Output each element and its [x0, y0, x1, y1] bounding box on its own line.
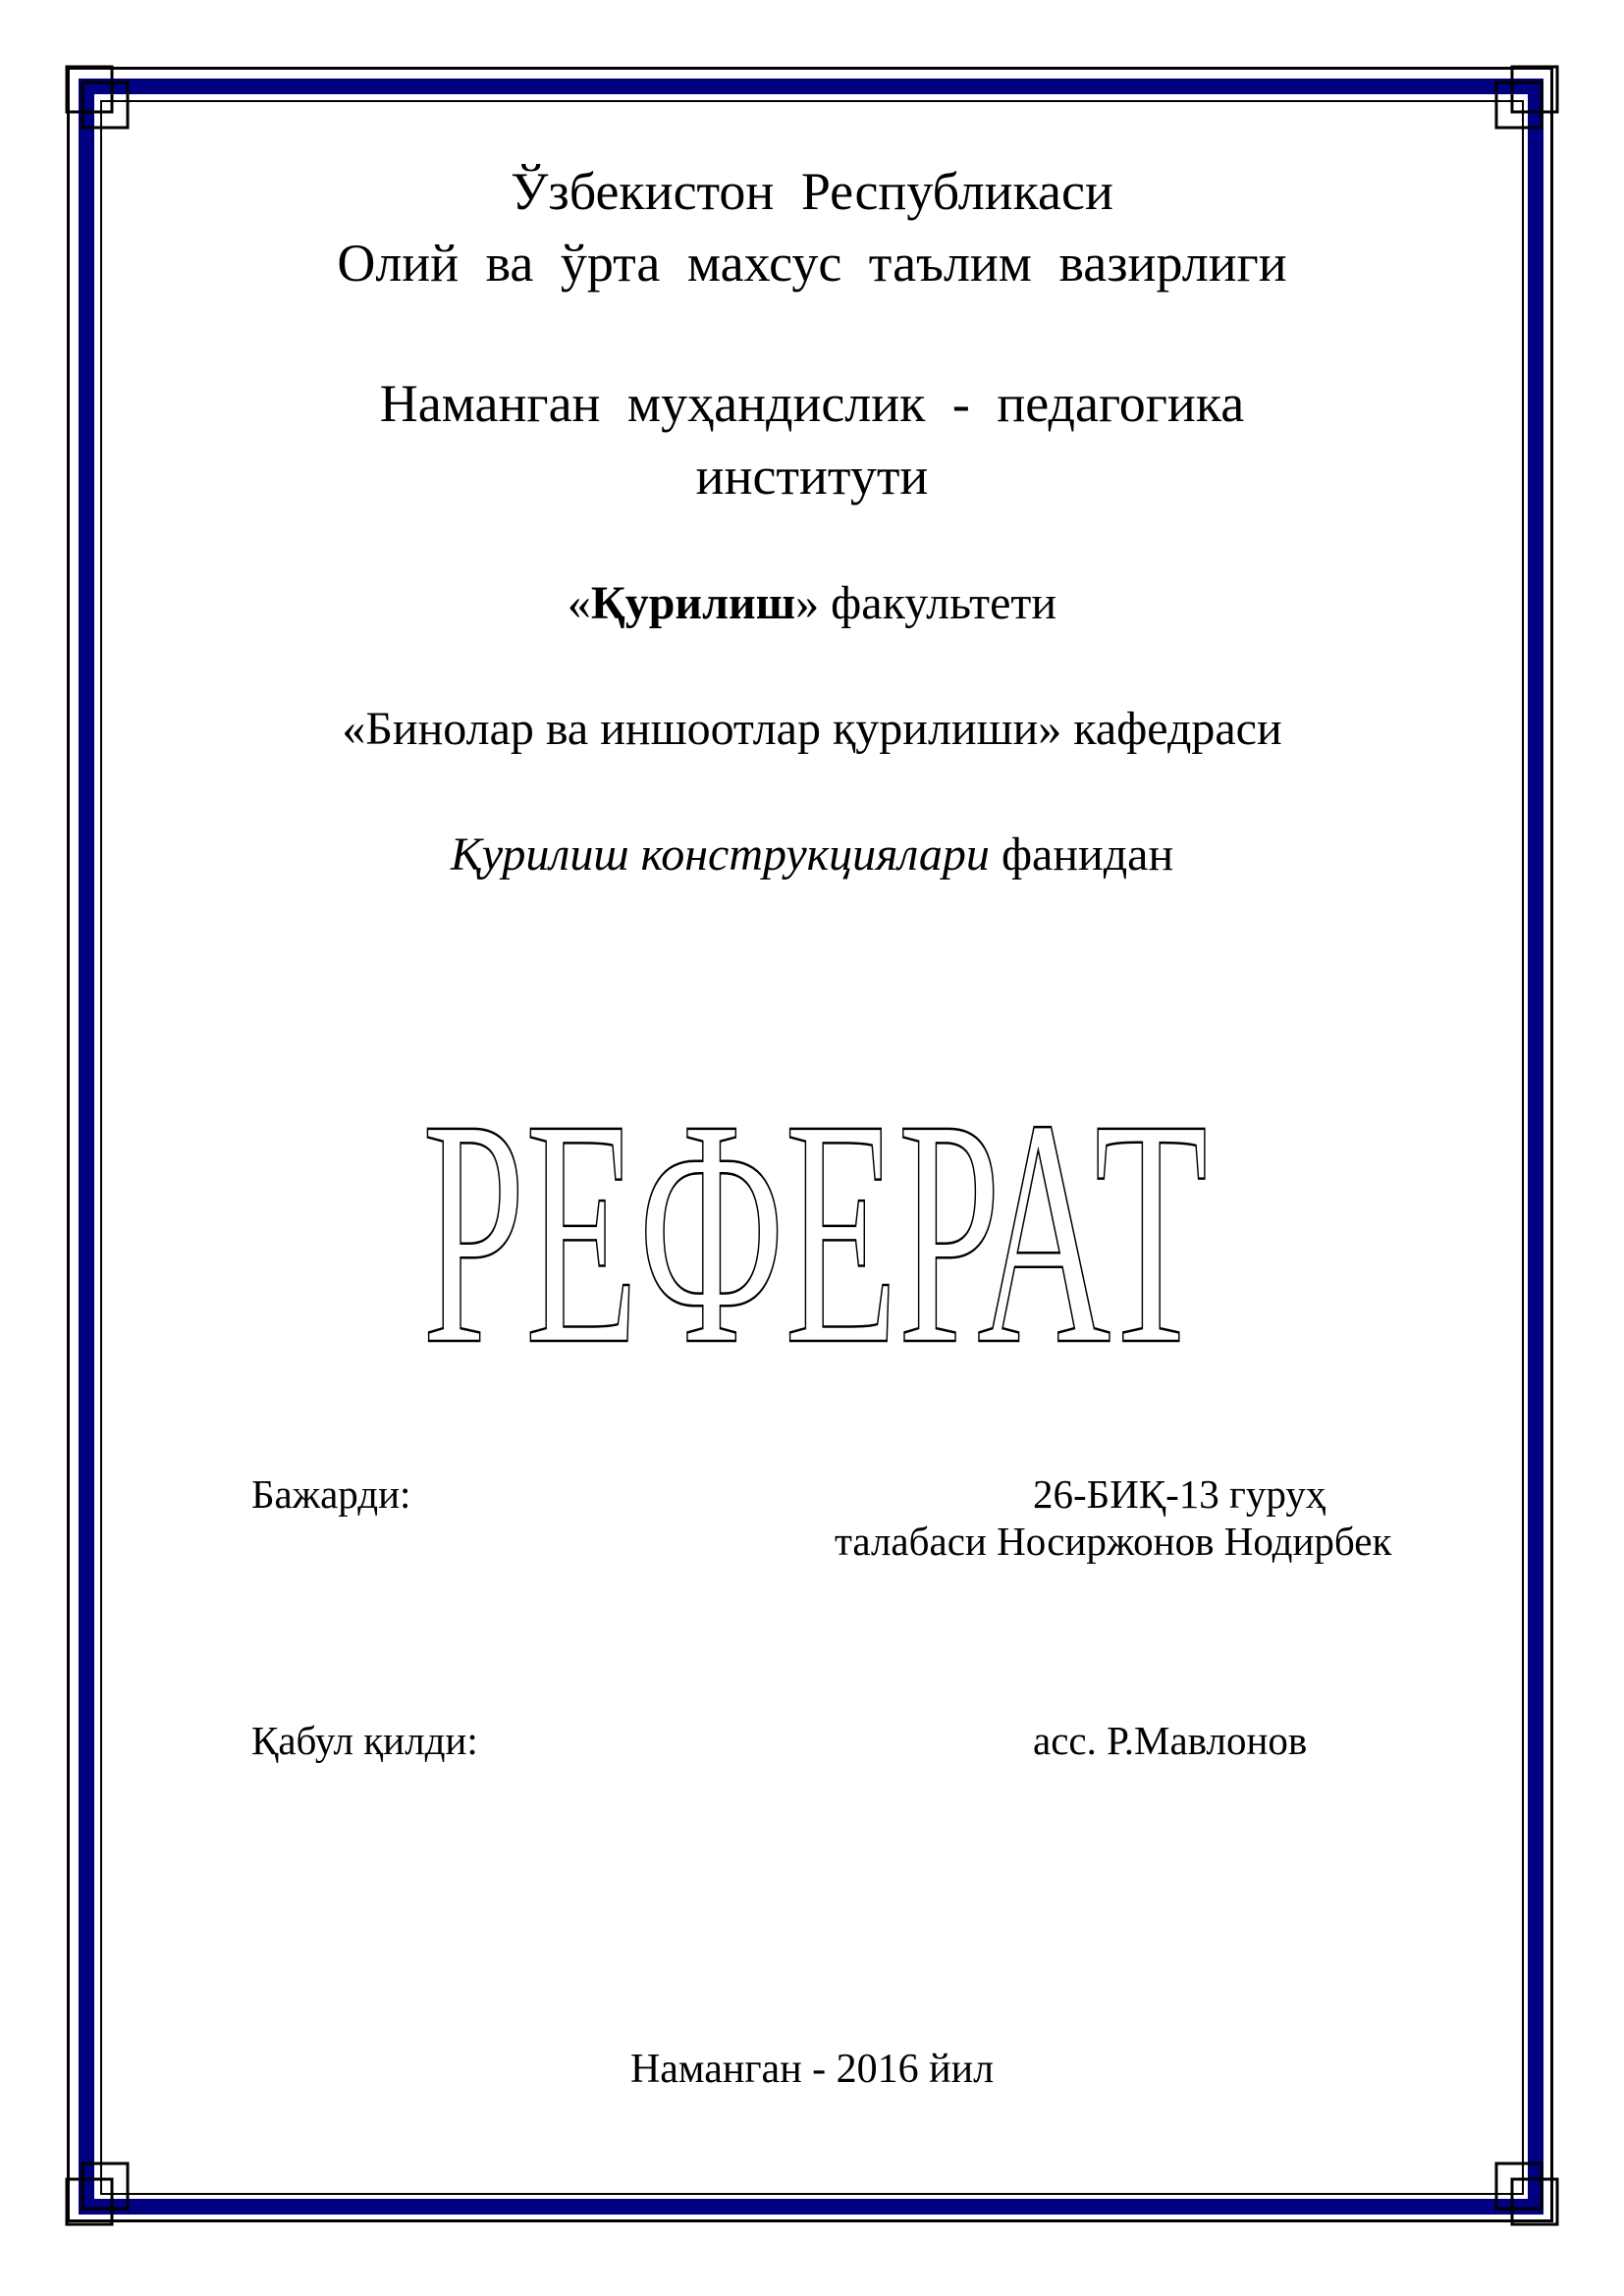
faculty-name: Қурилиш — [590, 577, 796, 629]
department-line: «Бинолар ва иншоотлар қурилиши» кафедраси — [342, 703, 1282, 755]
faculty-line — [0, 575, 1624, 632]
student-group: 26-БИҚ-13 гуруҳ — [1033, 1471, 1326, 1517]
teacher-name: асс. Р.Мавлонов — [1033, 1718, 1308, 1763]
ministry-heading: Олий ва ўрта махсус таълим вазирлиги — [337, 234, 1287, 293]
subject-suffix: фанидан — [989, 828, 1174, 881]
document-title-text: РЕФЕРАТ — [422, 1070, 1208, 1364]
frame-corner-ornament-top-left — [63, 63, 132, 132]
frame-corner-ornament-bottom-right — [1492, 2160, 1561, 2228]
frame-corner-ornament-bottom-left — [63, 2160, 132, 2228]
place-and-year: Наманган - 2016 йил — [629, 2047, 995, 2092]
performed-by-label: Бажарди: — [251, 1471, 411, 1517]
accepted-by-label: Қабул қилди: — [251, 1718, 478, 1763]
faculty-open-quote: « — [567, 577, 591, 629]
subject-name: Қурилиш конструкциялари — [450, 828, 990, 881]
student-name: талабаси Носиржонов Нодирбек — [835, 1519, 1392, 1564]
faculty-suffix: факультети — [819, 577, 1057, 629]
republic-heading: Ўзбекистон Республикаси — [511, 162, 1113, 221]
faculty-close-quote: » — [795, 577, 820, 629]
frame-corner-ornament-top-right — [1492, 63, 1561, 132]
document-title-outlined — [393, 1070, 1237, 1364]
institute-heading-line2: институти — [695, 447, 929, 506]
institute-heading-line1: Наманган муҳандислик - педагогика — [379, 374, 1245, 433]
subject-line — [0, 827, 1624, 883]
